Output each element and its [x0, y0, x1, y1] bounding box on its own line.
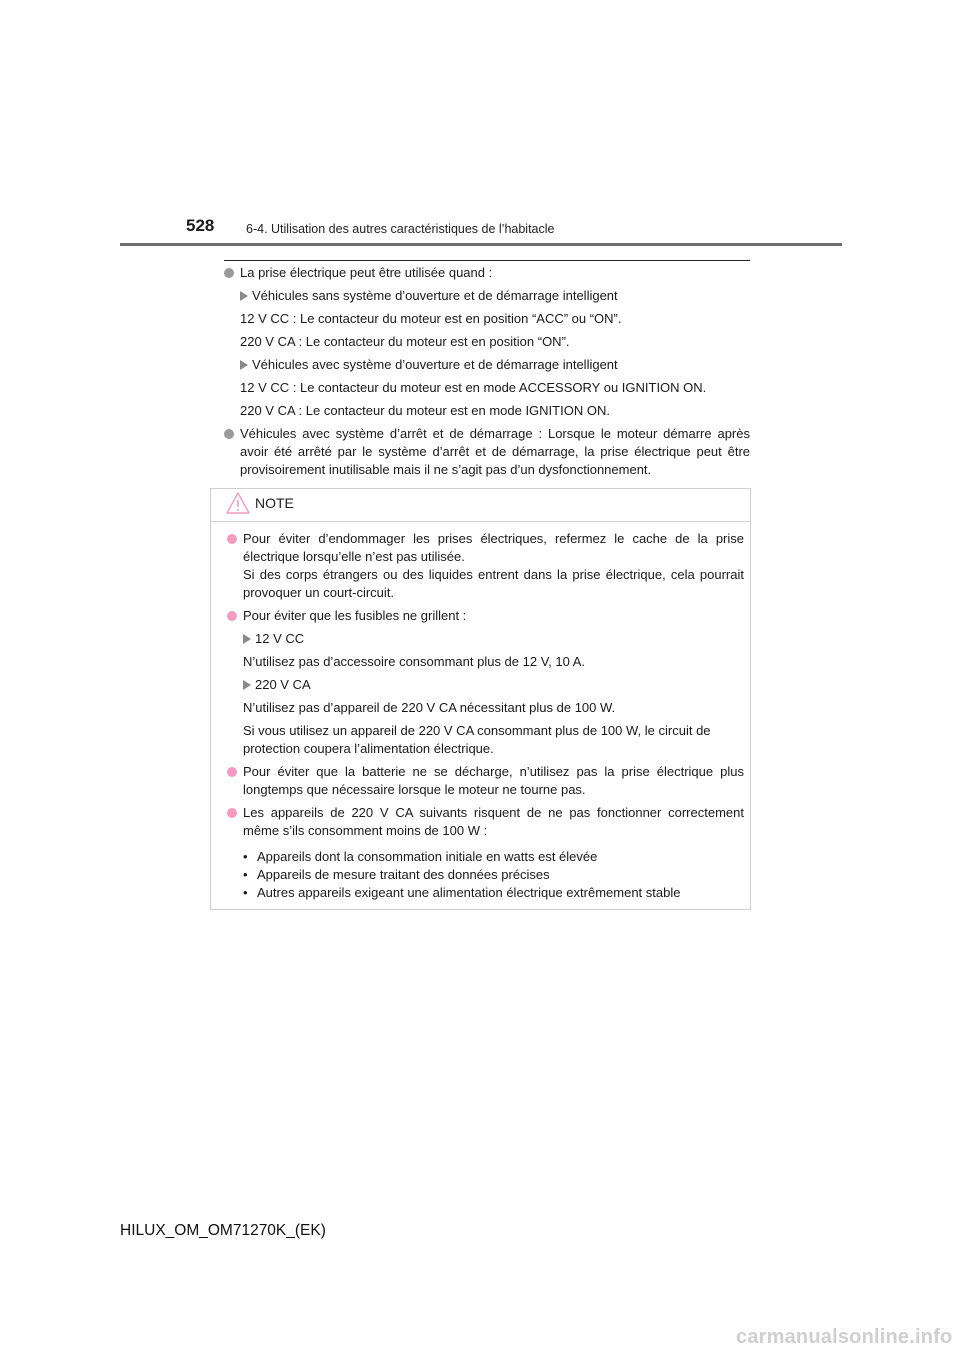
list-item [224, 264, 750, 282]
sub-heading-text: 220 V CA [255, 677, 311, 692]
list-item [227, 607, 744, 625]
list-item [224, 425, 750, 479]
bullet-text: Les appareils de 220 V CA suivants risquent de ne pas fonctionner correctement même s’ils consomment moins de 100 W : [243, 805, 744, 838]
bullet-dot-icon [227, 808, 237, 818]
bullet-text: Pour éviter que la batterie ne se décharge, n’utilisez pas la prise électrique plus longtemps que nécessaire lorsque le moteur ne tourne pas. [243, 764, 744, 797]
sub-heading-text: Véhicules sans système d’ouverture et de démarrage intelligent [252, 288, 618, 303]
content-divider [224, 260, 750, 261]
list-item [227, 530, 744, 602]
note-box [210, 488, 751, 910]
bullet-text: Pour éviter d’endommager les prises électriques, refermez le cache de la prise électrique lorsqu’elle n’est pas utilisée. [243, 531, 744, 564]
document-code: HILUX_OM_OM71270K_(EK) [120, 1222, 326, 1239]
triangle-right-icon [243, 634, 251, 644]
note-header [211, 489, 750, 522]
bullet-text: Si des corps étrangers ou des liquides entrent dans la prise électrique, cela pourrait provoquer un court-circuit. [243, 567, 744, 600]
page-header [0, 0, 960, 250]
bullet-dot-icon [227, 611, 237, 621]
note-body [227, 530, 744, 902]
section-title: 6-4. Utilisation des autres caractéristiques de l’habitacle [246, 222, 555, 236]
sub-heading [224, 356, 750, 374]
warning-triangle-icon [225, 491, 251, 515]
triangle-right-icon [240, 291, 248, 301]
main-content [224, 264, 750, 484]
sub-heading-text: 12 V CC [255, 631, 305, 646]
bullet-dot-icon [224, 429, 234, 439]
bullet-text: La prise électrique peut être utilisée quand : [240, 265, 493, 280]
body-line: 12 V CC : Le contacteur du moteur est en mode ACCESSORY ou IGNITION ON. [240, 380, 707, 395]
body-line: 220 V CA : Le contacteur du moteur est en position “ON”. [240, 334, 570, 349]
list-item [227, 804, 744, 840]
bullet-dot-icon [227, 534, 237, 544]
list-item: • Appareils de mesure traitant des données précises [243, 866, 744, 884]
watermark: carmanualsonline.info [736, 1326, 953, 1348]
bullet-text: Véhicules avec système d’arrêt et de démarrage : Lorsque le moteur démarre après avoir été arrêté par le système d’arrêt et de démarrage, la prise électrique peut être provisoirement inutilisable mais il ne s’agit pas d’un dysfonctionnement. [240, 426, 750, 477]
body-line: 12 V CC : Le contacteur du moteur est en position “ACC” ou “ON”. [240, 311, 622, 326]
header-divider [120, 243, 842, 246]
body-line: N’utilisez pas d’accessoire consommant plus de 12 V, 10 A. [243, 654, 586, 669]
bullet-dot-icon [227, 767, 237, 777]
sub-heading [227, 630, 744, 648]
bullet-text: Pour éviter que les fusibles ne grillent : [243, 608, 467, 623]
note-title: NOTE [255, 495, 294, 511]
sub-heading-text: Véhicules avec système d’ouverture et de démarrage intelligent [252, 357, 618, 372]
sub-heading [227, 676, 744, 694]
appliance-list [227, 848, 744, 902]
body-line: 220 V CA : Le contacteur du moteur est en mode IGNITION ON. [240, 403, 610, 418]
body-line: N’utilisez pas d’appareil de 220 V CA nécessitant plus de 100 W. [243, 700, 616, 715]
triangle-right-icon [240, 360, 248, 370]
page-number: 528 [186, 216, 215, 235]
list-item: • Appareils dont la consommation initiale en watts est élevée [243, 848, 744, 866]
triangle-right-icon [243, 680, 251, 690]
body-line: Si vous utilisez un appareil de 220 V CA consommant plus de 100 W, le circuit de protection coupera l’alimentation électrique. [243, 723, 711, 756]
sub-heading [224, 287, 750, 305]
list-item [227, 763, 744, 799]
bullet-dot-icon [224, 268, 234, 278]
list-item: • Autres appareils exigeant une alimentation électrique extrêmement stable [243, 884, 744, 902]
